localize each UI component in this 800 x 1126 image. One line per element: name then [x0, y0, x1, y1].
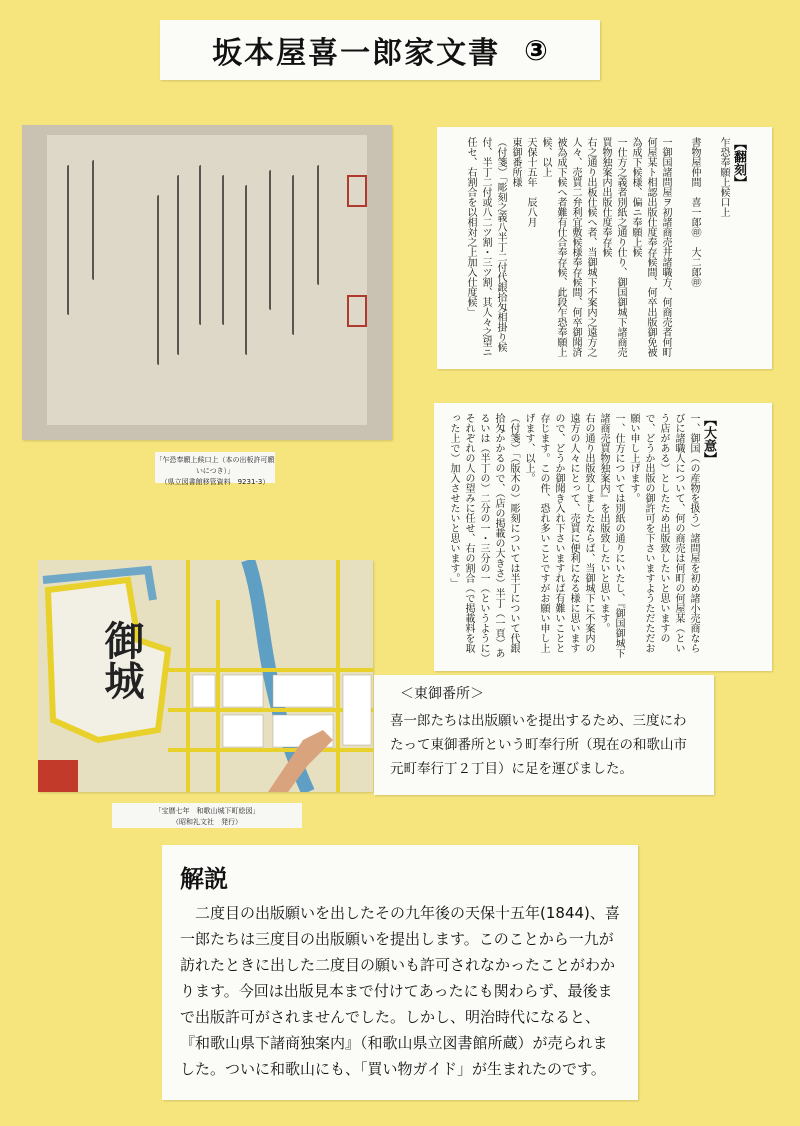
explanation-card [162, 845, 638, 1100]
brush-line [245, 185, 252, 355]
taii-line: 一、御国（の産物を扱う）諸問屋を初め諸小売商ならびに諸職人について、何の商売は何町の何屋某（という店がある）としたため出版致したいと思いますので、どうか出版の御許可を下さいますようただただお願い申し上げます。 [628, 413, 699, 653]
seal-stamp [347, 175, 367, 207]
map-caption [112, 803, 302, 828]
map-caption-title: 「宝暦七年 和歌山城下町絵図」 [154, 807, 260, 815]
location-card [374, 675, 714, 795]
honkoku-line: 一御国諸問屋ヲ初諸商売井諸職方、何商売者何町何屋某ト相認出版仕度奉存候間、何卒出版御免被為成下候様、偏ニ奉願上候 [630, 137, 671, 357]
location-body: 喜一郎たちは出版願いを提出するため、三度にわたって東御番所という町奉行所（現在の和歌山市元町奉行丁２丁目）に足を運びました。 [390, 713, 687, 777]
document-caption [155, 452, 275, 486]
explanation-title: 解説 [180, 865, 228, 893]
brush-line [199, 165, 206, 325]
explanation-body: 二度目の出版願いを出したその九年後の天保十五年(1844)、喜一郎たちは三度目の出版願いを提出します。このことから一九が訪れたときに出した二度目の願いも許可されなかったことがわかります。今回は出版見本まで付けてあったにも関わらず、最後まで出版許可がされませんでした。しかし、明治時代になると、『和歌山県下諸商独案内』（和歌山県立図書館所蔵）が売られました。ついに和歌山にも、「買い物ガイド」が生まれたのです。 [180, 904, 620, 1078]
honkoku-card [437, 127, 772, 369]
brush-line [92, 160, 99, 280]
brush-line [177, 175, 184, 355]
castle-label: 御城 [98, 620, 145, 700]
map-photo [38, 560, 373, 792]
taii-text [446, 413, 716, 661]
honkoku-line: （付箋）「彫刻之義八半丁二付代銀拾匁相掛り候付、半丁二付或八二ツ割・三ツ割、其人々之望ニ任セ、右割合を以相対之上加入仕度候」 [465, 137, 506, 357]
seal-stamp [347, 295, 367, 327]
honkoku-heading: 【翻刻】 [731, 137, 746, 189]
honkoku-line: 東御番所様 [510, 137, 521, 187]
taii-line: 一、仕方については別紙の通りにいたし、『御国御城下諸商売買物独案内』を出版致したいと思います。 [598, 413, 624, 658]
page-title: 坂本屋喜一郎家文書 [212, 36, 501, 71]
red-area [38, 760, 78, 792]
taii-card [434, 403, 772, 671]
brush-line [269, 170, 276, 310]
brush-line [222, 175, 229, 325]
document-caption-title: 「乍恐奉願上候口上（本の出板許可願いにつき）」 [155, 456, 275, 475]
title-card [160, 20, 600, 80]
taii-heading: 【大意】 [701, 413, 716, 465]
castle-town-map [38, 560, 373, 792]
brush-line [67, 165, 74, 315]
map-caption-source: （昭和礼文社 発行） [172, 818, 242, 826]
honkoku-text [449, 137, 746, 359]
honkoku-line: 乍恐奉願上候口上 [718, 137, 729, 217]
title-number: ③ [524, 33, 548, 67]
document-caption-source: （県立図書館移管資料 9231-3） [160, 478, 270, 486]
taii-line: （付箋）「（版木の）彫刻については半丁について代銀拾匁かかるので、（店の掲載の大きさ）半丁（一頁）あるいは（半丁の）二分の一・三分の一（というように）それぞれの人の望みに任せ、右の割合（で掲載料を取った上で）加入させたいと思います。」 [448, 413, 519, 658]
taii-line: 右の通り出版致しましたならば、当御城下に不案内の遠方の人々にとって、売買に便利になる様に思いますので、どうか御聞き入れ下さいますれば有難いことと存じます。この件、恐れ多いことですがお願い申し上げます、以上。 [523, 413, 594, 653]
honkoku-line: 右之通り出板仕候へ者、当御城下不案内之遠方之人々、売買二弁利宜敷候様奉存候間、何卒御聞済被為成下候へ者難有仕合奉存候、此段乍恐奉願上候、以上 [540, 137, 596, 357]
brush-line [292, 175, 299, 335]
honkoku-line: 一仕方之義者別紙之通り仕り、御国御城下諸商売買物独案内出版仕度奉存候 [600, 137, 626, 357]
location-title: ＜東御番所＞ [400, 686, 484, 702]
brush-line [157, 195, 164, 365]
honkoku-line: 書物屋仲間 喜一郎㊞ 大二郎㊞ [689, 137, 700, 287]
document-paper [47, 135, 367, 425]
document-photo [22, 125, 392, 440]
honkoku-line: 天保十五年 辰八月 [525, 137, 536, 227]
brush-line [317, 165, 324, 285]
